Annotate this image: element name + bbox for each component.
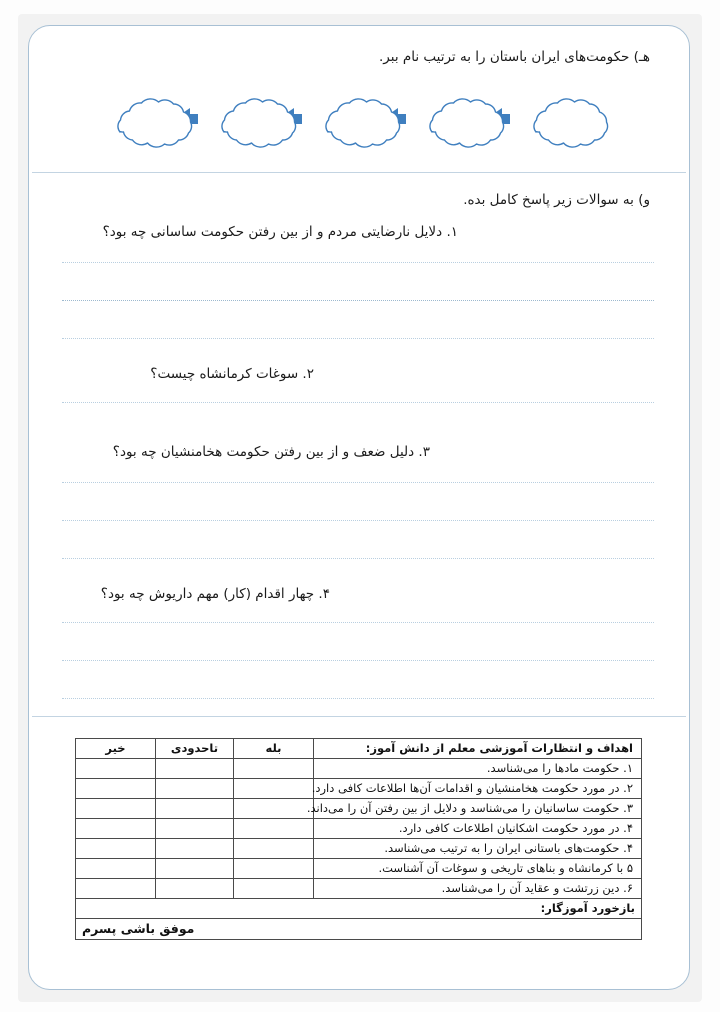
cloud-3: [326, 99, 400, 147]
mark-yes-3[interactable]: [234, 799, 314, 819]
feedback-body[interactable]: [76, 919, 642, 940]
answer-line-q1-2[interactable]: [62, 300, 654, 301]
mark-yes-2[interactable]: [234, 779, 314, 799]
table-row: [76, 879, 642, 899]
question-4-text: ۴. چهار اقدام (کار) مهم داریوش چه بود؟: [100, 586, 330, 602]
mark-partly-4[interactable]: [156, 819, 234, 839]
answer-line-q4-3[interactable]: [62, 698, 654, 699]
cloud-sequence-diagram: [108, 88, 620, 156]
question-3-text: ۳. دلیل ضعف و از بین رفتن حکومت هخامنشیان چه بود؟: [112, 444, 430, 460]
mark-yes-6[interactable]: [234, 859, 314, 879]
assessment-table: [75, 738, 642, 940]
goal-text-5: ۴. حکومت‌های باستانی ایران را به ترتیب می‌شناسد.: [314, 839, 642, 859]
table-row: [76, 859, 642, 879]
cloud-4: [222, 99, 296, 147]
mark-no-2[interactable]: [76, 779, 156, 799]
mark-yes-1[interactable]: [234, 759, 314, 779]
assessment-table-wrapper: [76, 738, 642, 940]
answer-line-q3-3[interactable]: [62, 558, 654, 559]
feedback-body-row: [76, 919, 642, 940]
cloud-5: [118, 99, 192, 147]
feedback-label-row: [76, 899, 642, 919]
mark-partly-6[interactable]: [156, 859, 234, 879]
answer-line-q1-3[interactable]: [62, 338, 654, 339]
question-2-text: ۲. سوغات کرمانشاه چیست؟: [150, 366, 314, 382]
header-no: خیر: [76, 739, 156, 759]
table-row: [76, 779, 642, 799]
header-partly: تاحدودی: [156, 739, 234, 759]
question-1-text: ۱. دلایل نارضایتی مردم و از بین رفتن حکومت ساسانی چه بود؟: [102, 224, 458, 240]
mark-partly-3[interactable]: [156, 799, 234, 819]
ordering-task-label: هـ) حکومت‌های ایران باستان را به ترتیب نام ببر.: [379, 49, 650, 65]
mark-no-4[interactable]: [76, 819, 156, 839]
goal-text-3: ۳. حکومت ساسانیان را می‌شناسد و دلایل از بین رفتن آن را می‌داند.: [314, 799, 642, 819]
answer-line-q3-1[interactable]: [62, 482, 654, 483]
header-yes: بله: [234, 739, 314, 759]
mark-no-5[interactable]: [76, 839, 156, 859]
section-divider-top: [32, 172, 686, 173]
goal-text-1: ۱. حکومت مادها را می‌شناسد.: [314, 759, 642, 779]
feedback-text: موفق باشی پسرم: [82, 921, 195, 936]
mark-partly-1[interactable]: [156, 759, 234, 779]
table-row: [76, 819, 642, 839]
answer-line-q2-1[interactable]: [62, 402, 654, 403]
table-row: [76, 759, 642, 779]
answer-line-q4-2[interactable]: [62, 660, 654, 661]
answer-line-q3-2[interactable]: [62, 520, 654, 521]
mark-no-1[interactable]: [76, 759, 156, 779]
mark-yes-5[interactable]: [234, 839, 314, 859]
mark-partly-7[interactable]: [156, 879, 234, 899]
mark-yes-4[interactable]: [234, 819, 314, 839]
questions-section-heading: و) به سوالات زیر پاسخ کامل بده.: [463, 192, 650, 208]
goal-text-2: ۲. در مورد حکومت هخامنشیان و اقدامات آن‌ها اطلاعات کافی دارد.: [314, 779, 642, 799]
goal-text-7: ۶. دین زرتشت و عقاید آن را می‌شناسد.: [314, 879, 642, 899]
section-divider-bottom: [32, 716, 686, 717]
table-row: [76, 799, 642, 819]
mark-partly-5[interactable]: [156, 839, 234, 859]
mark-partly-2[interactable]: [156, 779, 234, 799]
mark-no-7[interactable]: [76, 879, 156, 899]
mark-no-6[interactable]: [76, 859, 156, 879]
table-header-row: [76, 739, 642, 759]
header-goal: اهداف و انتظارات آموزشی معلم از دانش آموز:: [314, 739, 642, 759]
feedback-label: بازخورد آموزگار:: [76, 899, 642, 919]
table-row: [76, 839, 642, 859]
cloud-1: [534, 99, 608, 147]
goal-text-4: ۴. در مورد حکومت اشکانیان اطلاعات کافی دارد.: [314, 819, 642, 839]
cloud-2: [430, 99, 504, 147]
goal-text-6: ۵ با کرمانشاه و بناهای تاریخی و سوغات آن آشناست.: [314, 859, 642, 879]
mark-yes-7[interactable]: [234, 879, 314, 899]
answer-line-q1-1[interactable]: [62, 262, 654, 263]
answer-line-q4-1[interactable]: [62, 622, 654, 623]
mark-no-3[interactable]: [76, 799, 156, 819]
